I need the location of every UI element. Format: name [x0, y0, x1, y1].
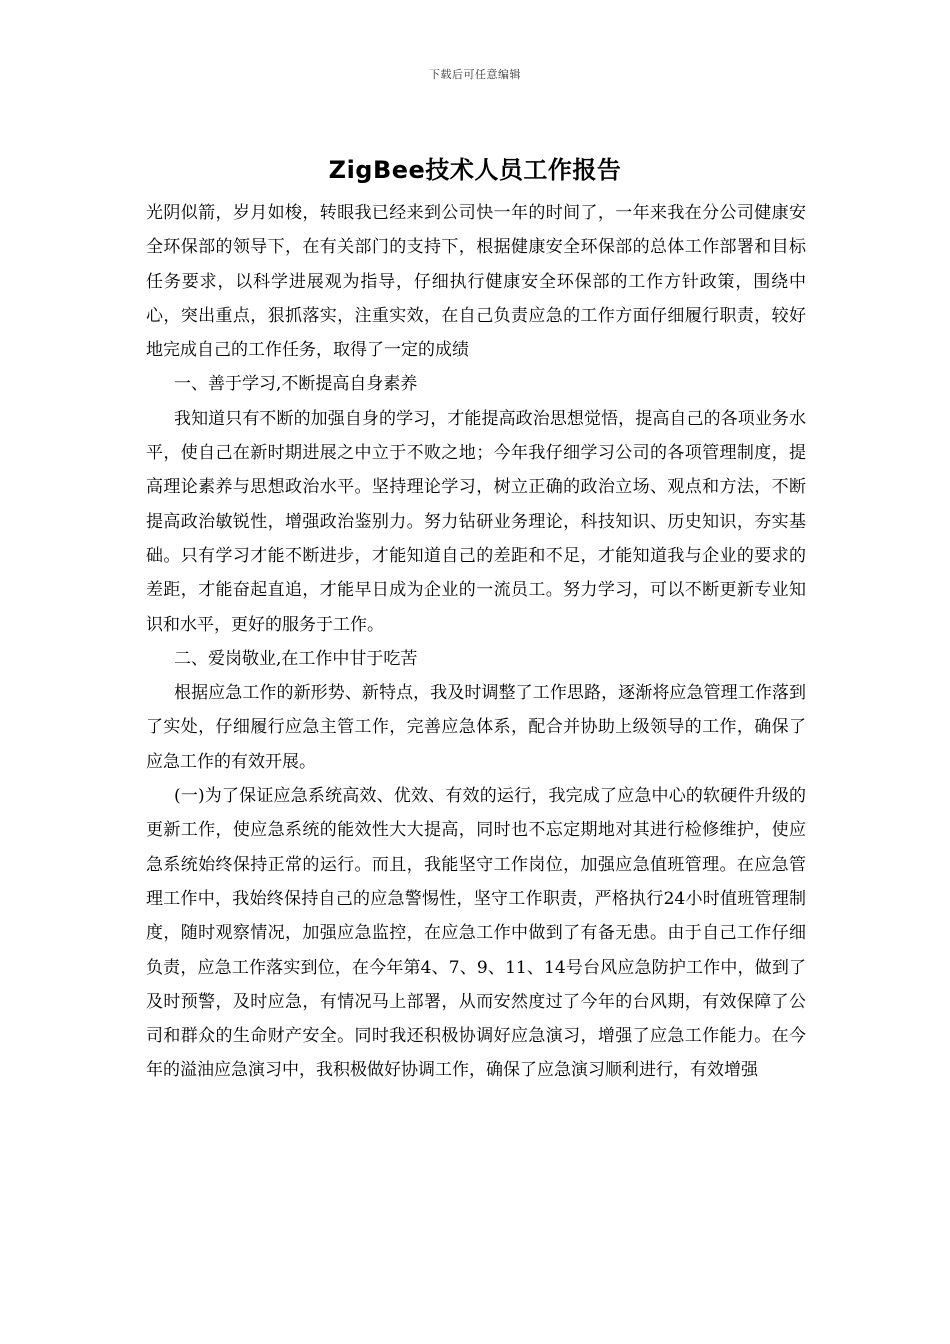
- document-body: [146, 196, 806, 1088]
- paragraph-emergency: 根据应急工作的新形势、新特点，我及时调整了工作思路，逐渐将应急管理工作落到了实处，仔细履行应急主管工作，完善应急体系，配合并协助上级领导的工作，确保了应急工作的有效开展。: [146, 683, 806, 772]
- paragraph-study: 我知道只有不断的加强自身的学习，才能提高政治思想觉悟，提高自己的各项业务水平，使自己在新时期进展之中立于不败之地；今年我仔细学习公司的各项管理制度，提高理论素养与思想政治水平。坚持理论学习，树立正确的政治立场、观点和方法，不断提高政治敏锐性，增强政治鉴别力。努力钻研业务理论，科技知识、历史知识，夯实基础。只有学习才能不断进步，才能知道自己的差距和不足，才能知道我与企业的要求的差距，才能奋起直追，才能早日成为企业的一流员工。努力学习，可以不断更新专业知识和水平，更好的服务于工作。: [146, 408, 806, 635]
- section-heading-2: 二、爱岗敬业,在工作中甘于吃苦: [174, 648, 418, 669]
- page-title: ZigBee技术人员工作报告: [328, 156, 622, 184]
- section-heading-1: 一、善于学习,不断提高自身素养: [174, 374, 418, 395]
- paragraph-intro: 光阴似箭，岁月如梭，转眼我已经来到公司快一年的时间了，一年来我在分公司健康安全环保部的领导下，在有关部门的支持下，根据健康安全环保部的总体工作部署和目标任务要求，以科学进展观为指导，仔细执行健康安全环保部的工作方针政策，围绕中心，突出重点，狠抓落实，注重实效，在自己负责应急的工作方面仔细履行职责，较好地完成自己的工作任务，取得了一定的成绩: [146, 203, 806, 361]
- paragraph-subsection-1: (一)为了保证应急系统高效、优效、有效的运行，我完成了应急中心的软硬件升级的更新工作，使应急系统的能效性大大提高，同时也不忘定期地对其进行检修维护，使应急系统始终保持正常的运行。而且，我能坚守工作岗位，加强应急值班管理。在应急管理工作中，我始终保持自己的应急警惕性，坚守工作职责，严格执行24小时值班管理制度，随时观察情况，加强应急监控，在应急工作中做到了有备无患。由于自己工作仔细负责，应急工作落实到位，在今年第4、7、9、11、14号台风应急防护工作中，做到了及时预警，及时应急，有情况马上部署，从而安然度过了今年的台风期，有效保障了公司和群众的生命财产安全。同时我还积极协调好应急演习，增强了应急工作能力。在今年的溢油应急演习中，我积极做好协调工作，确保了应急演习顺利进行，有效增强: [146, 786, 806, 1081]
- header-note: 下载后可任意编辑: [429, 68, 521, 81]
